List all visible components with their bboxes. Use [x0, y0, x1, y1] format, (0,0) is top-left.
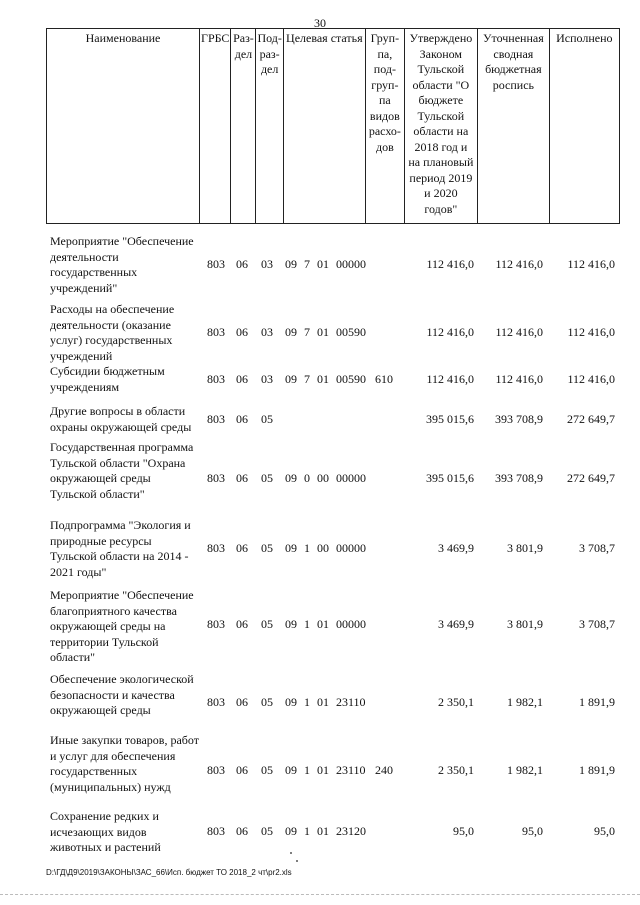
row-podrazdel: 05 [261, 412, 273, 426]
row-name: Расходы на обеспечение деятельности (оказание услуг) государственных учреждений [50, 302, 175, 363]
header-vid: Груп- па, под- груп- па видов расхо- дов [365, 29, 404, 224]
row-podrazdel: 05 [261, 763, 273, 777]
row-target: 09 1 01 23110 [285, 695, 366, 709]
row-name: Государственная программа Тульской области "Охрана окружающей среды Тульской области" [50, 440, 194, 501]
row-clarified: 112 416,0 [495, 257, 543, 271]
row-target: 09 7 01 00590 [285, 372, 366, 386]
row-podrazdel: 05 [261, 695, 273, 709]
row-name: Мероприятие "Обеспечение благоприятного качества окружающей среды на территории Тульской области" [50, 588, 194, 664]
row-name: Иные закупки товаров, работ и услуг для обеспечения государственных (муниципальных) нужд [50, 733, 199, 794]
row-executed: 3 708,7 [579, 541, 615, 555]
header-executed: Исполнено [549, 29, 619, 224]
row-podrazdel: 05 [261, 617, 273, 631]
row-approved: 112 416,0 [426, 325, 474, 339]
row-executed: 112 416,0 [567, 372, 615, 386]
row-podrazdel: 05 [261, 471, 273, 485]
row-clarified: 3 801,9 [507, 617, 543, 631]
row-approved: 3 469,9 [438, 541, 474, 555]
row-target: 09 1 00 00000 [285, 541, 366, 555]
row-approved: 395 015,6 [426, 412, 474, 426]
row-approved: 3 469,9 [438, 617, 474, 631]
row-razdel: 06 [236, 824, 248, 838]
scan-speck [296, 860, 298, 862]
row-clarified: 95,0 [522, 824, 543, 838]
row-executed: 272 649,7 [567, 471, 615, 485]
row-podrazdel: 03 [261, 372, 273, 386]
header-grbs: ГРБС [200, 29, 231, 224]
scan-speck [290, 852, 292, 854]
row-grbs: 803 [207, 695, 225, 709]
row-razdel: 06 [236, 617, 248, 631]
row-name: Сохранение редких и исчезающих видов животных и растений [50, 809, 161, 854]
row-clarified: 3 801,9 [507, 541, 543, 555]
scan-edge-line [0, 894, 640, 895]
row-razdel: 06 [236, 372, 248, 386]
row-grbs: 803 [207, 617, 225, 631]
row-razdel: 06 [236, 695, 248, 709]
row-grbs: 803 [207, 325, 225, 339]
row-executed: 1 891,9 [579, 763, 615, 777]
row-name: Другие вопросы в области охраны окружающей среды [50, 404, 192, 434]
row-target: 09 1 01 00000 [285, 617, 366, 631]
row-approved: 95,0 [453, 824, 474, 838]
table-header [46, 28, 620, 224]
row-approved: 112 416,0 [426, 372, 474, 386]
row-podrazdel: 05 [261, 541, 273, 555]
row-podrazdel: 03 [261, 257, 273, 271]
row-razdel: 06 [236, 471, 248, 485]
row-clarified: 1 982,1 [507, 695, 543, 709]
row-grbs: 803 [207, 471, 225, 485]
header-name: Наименование [47, 29, 200, 224]
row-razdel: 06 [236, 412, 248, 426]
row-approved: 2 350,1 [438, 763, 474, 777]
row-approved: 2 350,1 [438, 695, 474, 709]
row-podrazdel: 05 [261, 824, 273, 838]
header-target: Целевая статья [283, 29, 365, 224]
row-grbs: 803 [207, 372, 225, 386]
row-executed: 112 416,0 [567, 325, 615, 339]
row-razdel: 06 [236, 541, 248, 555]
header-razdel: Раз- дел [231, 29, 256, 224]
row-vid: 610 [375, 372, 393, 386]
row-razdel: 06 [236, 257, 248, 271]
row-executed: 112 416,0 [567, 257, 615, 271]
row-clarified: 1 982,1 [507, 763, 543, 777]
row-target: 09 0 00 00000 [285, 471, 366, 485]
row-executed: 3 708,7 [579, 617, 615, 631]
row-grbs: 803 [207, 824, 225, 838]
row-name: Субсидии бюджетным учреждениям [50, 364, 165, 394]
row-razdel: 06 [236, 763, 248, 777]
row-grbs: 803 [207, 763, 225, 777]
row-razdel: 06 [236, 325, 248, 339]
row-approved: 112 416,0 [426, 257, 474, 271]
row-name: Подпрограмма "Экология и природные ресурсы Тульской области на 2014 - 2021 годы" [50, 518, 191, 579]
header-podrazdel: Под- раз- дел [256, 29, 283, 224]
row-clarified: 393 708,9 [495, 471, 543, 485]
row-executed: 95,0 [594, 824, 615, 838]
row-vid: 240 [375, 763, 393, 777]
header-clarified: Уточненная сводная бюджетная роспись [477, 29, 549, 224]
page-number: 30 [314, 16, 326, 30]
row-grbs: 803 [207, 412, 225, 426]
row-name: Мероприятие "Обеспечение деятельности государственных учреждений" [50, 234, 194, 295]
row-approved: 395 015,6 [426, 471, 474, 485]
header-approved: Утверждено Законом Тульской области "О бюджете Тульской области на 2018 год и на плановый период 2019 и 2020 годов" [404, 29, 477, 224]
row-grbs: 803 [207, 541, 225, 555]
row-executed: 272 649,7 [567, 412, 615, 426]
file-path-footer: D:\ГД\Д9\2019\ЗАКОНЫ\ЗАС_66\Исп. бюджет ТО 2018_2 чт\pr2.xls [46, 868, 292, 877]
row-name: Обеспечение экологической безопасности и качества окружающей среды [50, 672, 194, 717]
row-grbs: 803 [207, 257, 225, 271]
row-target: 09 1 01 23110 [285, 763, 366, 777]
row-target: 09 1 01 23120 [285, 824, 366, 838]
row-target: 09 7 01 00590 [285, 325, 366, 339]
row-target: 09 7 01 00000 [285, 257, 366, 271]
row-executed: 1 891,9 [579, 695, 615, 709]
row-clarified: 112 416,0 [495, 325, 543, 339]
row-podrazdel: 03 [261, 325, 273, 339]
row-clarified: 112 416,0 [495, 372, 543, 386]
row-clarified: 393 708,9 [495, 412, 543, 426]
